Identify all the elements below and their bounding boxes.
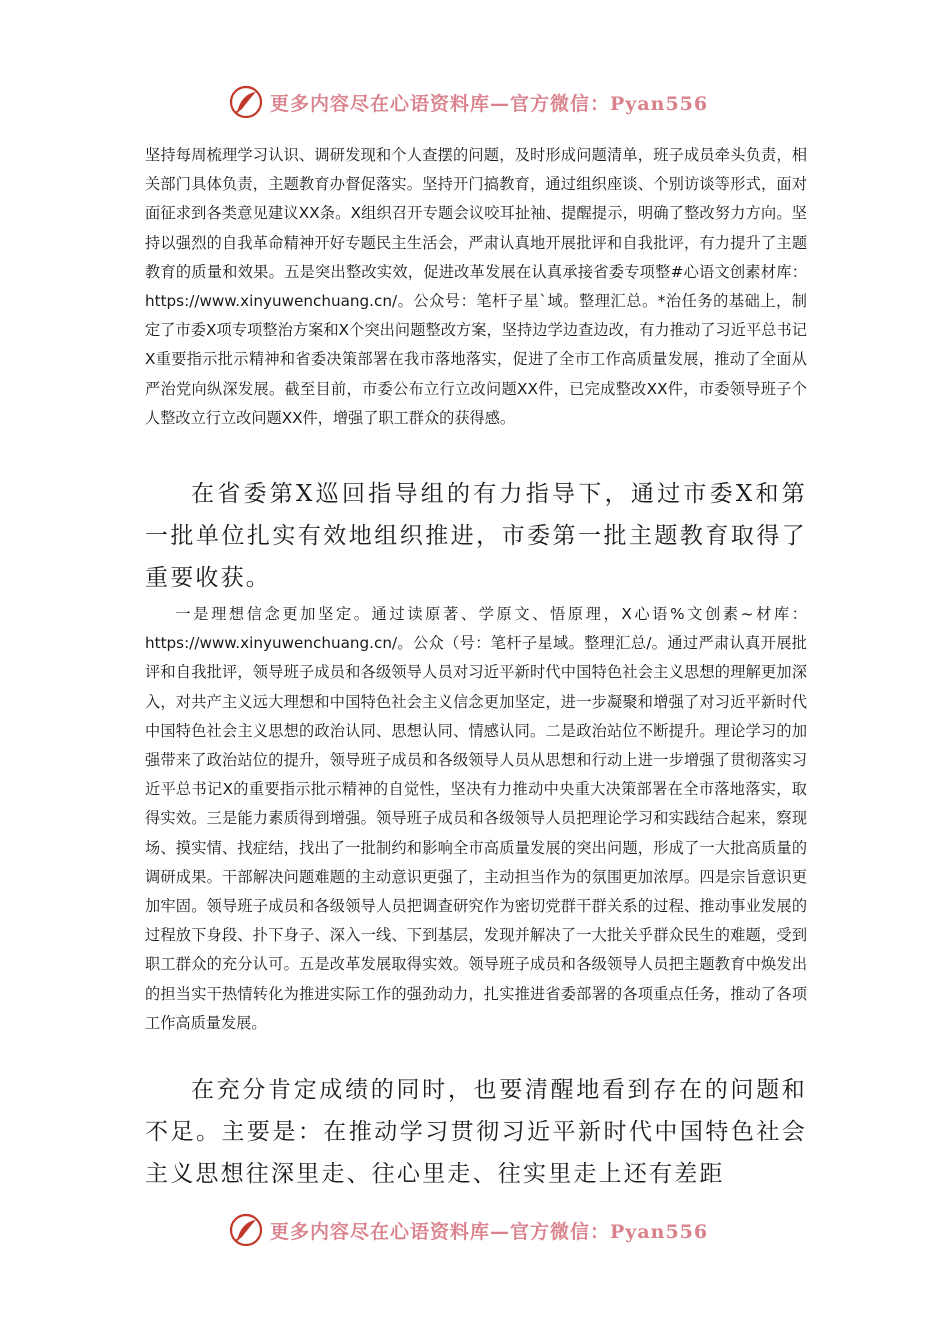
header-banner-text: 更多内容尽在心语资料库—官方微信：Pyan556: [270, 92, 709, 115]
body-paragraph-2: 一是理想信念更加坚定。通过读原著、学原文、悟原理，X心语%文创素~材库：https://www.xinyuwenchuang.cn/。公众（号：笔杆子星域。整理汇总/。通过严肃认真开展批评和自我批评，领导班子成员和各级领导人员对习近平新时代中国特色社会主义思想的理解更加深入，对共产主义远大理想和中国特色社会主义信念更加坚定，进一步凝聚和增强了对习近平新时代中国特色社会主义思想的政治认同、思想认同、情感认同。二是政治站位不断提升。理论学习的加强带来了政治站位的提升，领导班子成员和各级领导人员从思想和行动上进一步增强了贯彻落实习近平总书记X的重要指示批示精神的自觉性，坚决有力推动中央重大决策部署在全市落地落实，取得实效。三是能力素质得到增强。领导班子成员和各级领导人员把理论学习和实践结合起来，察现场、摸实情、找症结，找出了一批制约和影响全市高质量发展的突出问题，形成了一大批高质量的调研成果。干部解决问题难题的主动意识更强了，主动担当作为的氛围更加浓厚。四是宗旨意识更加牢固。领导班子成员和各级领导人员把调查研究作为密切党群干群关系的过程、推动事业发展的过程放下身段、扑下身子、深入一线、下到基层，发现并解决了一大批关乎群众民生的难题，受到职工群众的充分认可。五是改革发展取得实效。领导班子成员和各级领导人员把主题教育中焕发出的担当实干热情转化为推进实际工作的强劲动力，扎实推进省委部署的各项重点任务，推动了各项工作高质量发展。: [145, 605, 807, 1032]
footer-banner-text: 更多内容尽在心语资料库—官方微信：Pyan556: [270, 1220, 709, 1243]
body-paragraph-1: 坚持每周梳理学习认识、调研发现和个人查摆的问题，及时形成问题清单，班子成员牵头负责，相关部门具体负责，主题教育办督促落实。坚持开门搞教育，通过组织座谈、个别访谈等形式，面对面征求到各类意见建议XX条。X组织召开专题会议咬耳扯袖、提醒提示，明确了整改努力方向。坚持以强烈的自我革命精神开好专题民主生活会，严肃认真地开展批评和自我批评，有力提升了主题教育的质量和效果。五是突出整改实效，促进改革发展在认真承接省委专项整#心语文创素材库：https://www.xinyuwenchuang.cn/。公众号：笔杆子星`域。整理汇总。*治任务的基础上，制定了市委X项专项整治方案和X个突出问题整改方案，坚持边学边查边改，有力推动了习近平总书记X重要指示批示精神和省委决策部署在我市落地落实，促进了全市工作高质量发展，推动了全面从严治党向纵深发展。截至目前，市委公布立行立改问题XX件，已完成整改XX件，市委领导班子个人整改立行立改问题XX件，增强了职工群众的获得感。: [145, 146, 807, 427]
xinyu-logo-icon: [228, 84, 264, 120]
header-banner: [228, 82, 708, 122]
large-paragraph-2: 在充分肯定成绩的同时，也要清醒地看到存在的问题和不足。主要是：在推动学习贯彻习近平新时代中国特色社会主义思想往深里走、往心里走、往实里走上还有差距: [145, 1077, 807, 1187]
footer-banner: [228, 1210, 708, 1250]
large-paragraph-1: 在省委第X巡回指导组的有力指导下，通过市委X和第一批单位扎实有效地组织推进，市委第一批主题教育取得了重要收获。: [145, 481, 807, 591]
xinyu-logo-icon: [228, 1212, 264, 1248]
